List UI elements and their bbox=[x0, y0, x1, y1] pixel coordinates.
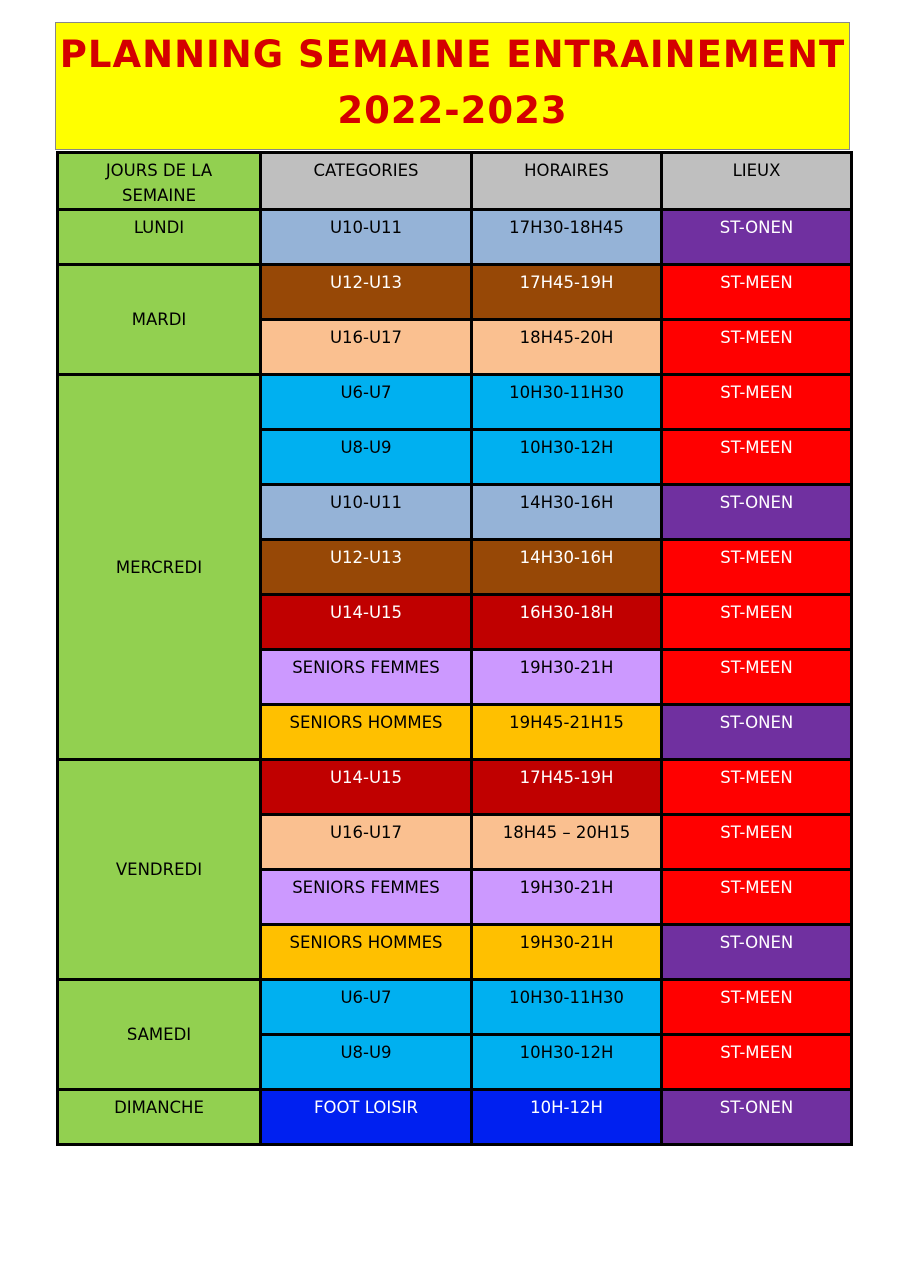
table-row bbox=[58, 375, 852, 430]
time-cell: 17H45-19H bbox=[472, 265, 662, 320]
place-cell: ST-MEEN bbox=[662, 980, 852, 1035]
place-cell: ST-MEEN bbox=[662, 375, 852, 430]
time-cell: 10H-12H bbox=[472, 1090, 662, 1145]
place-cell: ST-MEEN bbox=[662, 650, 852, 705]
place-cell: ST-MEEN bbox=[662, 870, 852, 925]
schedule-body bbox=[58, 210, 852, 1145]
table-row bbox=[58, 760, 852, 815]
training-schedule-table bbox=[56, 151, 853, 1146]
page-title: PLANNING SEMAINE ENTRAINEMENT bbox=[59, 33, 846, 76]
time-cell: 17H45-19H bbox=[472, 760, 662, 815]
place-cell: ST-MEEN bbox=[662, 815, 852, 870]
place-cell: ST-MEEN bbox=[662, 430, 852, 485]
time-cell: 19H30-21H bbox=[472, 870, 662, 925]
day-cell: SAMEDI bbox=[58, 980, 261, 1090]
day-cell: MARDI bbox=[58, 265, 261, 375]
place-cell: ST-MEEN bbox=[662, 595, 852, 650]
place-cell: ST-ONEN bbox=[662, 210, 852, 265]
place-cell: ST-MEEN bbox=[662, 320, 852, 375]
time-cell: 10H30-11H30 bbox=[472, 375, 662, 430]
header-categories: CATEGORIES bbox=[261, 153, 472, 210]
time-cell: 19H45-21H15 bbox=[472, 705, 662, 760]
category-cell: U16-U17 bbox=[261, 320, 472, 375]
time-cell: 18H45-20H bbox=[472, 320, 662, 375]
table-row bbox=[58, 980, 852, 1035]
title-banner bbox=[55, 22, 850, 150]
day-cell: VENDREDI bbox=[58, 760, 261, 980]
day-cell: MERCREDI bbox=[58, 375, 261, 760]
category-cell: U6-U7 bbox=[261, 375, 472, 430]
time-cell: 16H30-18H bbox=[472, 595, 662, 650]
category-cell: U14-U15 bbox=[261, 595, 472, 650]
time-cell: 10H30-11H30 bbox=[472, 980, 662, 1035]
time-cell: 10H30-12H bbox=[472, 430, 662, 485]
header-times: HORAIRES bbox=[472, 153, 662, 210]
place-cell: ST-ONEN bbox=[662, 1090, 852, 1145]
time-cell: 14H30-16H bbox=[472, 485, 662, 540]
season-title: 2022-2023 bbox=[337, 89, 568, 132]
category-cell: U16-U17 bbox=[261, 815, 472, 870]
place-cell: ST-ONEN bbox=[662, 485, 852, 540]
header-row bbox=[58, 153, 852, 210]
time-cell: 14H30-16H bbox=[472, 540, 662, 595]
time-cell: 19H30-21H bbox=[472, 925, 662, 980]
place-cell: ST-ONEN bbox=[662, 705, 852, 760]
category-cell: U12-U13 bbox=[261, 540, 472, 595]
category-cell: FOOT LOISIR bbox=[261, 1090, 472, 1145]
category-cell: U14-U15 bbox=[261, 760, 472, 815]
time-cell: 19H30-21H bbox=[472, 650, 662, 705]
time-cell: 17H30-18H45 bbox=[472, 210, 662, 265]
category-cell: SENIORS HOMMES bbox=[261, 705, 472, 760]
table-row bbox=[58, 1090, 852, 1145]
place-cell: ST-ONEN bbox=[662, 925, 852, 980]
header-days bbox=[58, 153, 261, 210]
category-cell: SENIORS HOMMES bbox=[261, 925, 472, 980]
header-days-line2: SEMAINE bbox=[121, 186, 197, 205]
category-cell: SENIORS FEMMES bbox=[261, 650, 472, 705]
place-cell: ST-MEEN bbox=[662, 540, 852, 595]
day-cell: LUNDI bbox=[58, 210, 261, 265]
category-cell: U6-U7 bbox=[261, 980, 472, 1035]
table-row bbox=[58, 210, 852, 265]
category-cell: U10-U11 bbox=[261, 485, 472, 540]
category-cell: SENIORS FEMMES bbox=[261, 870, 472, 925]
time-cell: 10H30-12H bbox=[472, 1035, 662, 1090]
place-cell: ST-MEEN bbox=[662, 760, 852, 815]
time-cell: 18H45 – 20H15 bbox=[472, 815, 662, 870]
category-cell: U10-U11 bbox=[261, 210, 472, 265]
place-cell: ST-MEEN bbox=[662, 265, 852, 320]
category-cell: U8-U9 bbox=[261, 430, 472, 485]
day-cell: DIMANCHE bbox=[58, 1090, 261, 1145]
category-cell: U12-U13 bbox=[261, 265, 472, 320]
table-row bbox=[58, 265, 852, 320]
category-cell: U8-U9 bbox=[261, 1035, 472, 1090]
header-days-line1: JOURS DE LA bbox=[105, 161, 213, 180]
place-cell: ST-MEEN bbox=[662, 1035, 852, 1090]
header-places: LIEUX bbox=[662, 153, 852, 210]
